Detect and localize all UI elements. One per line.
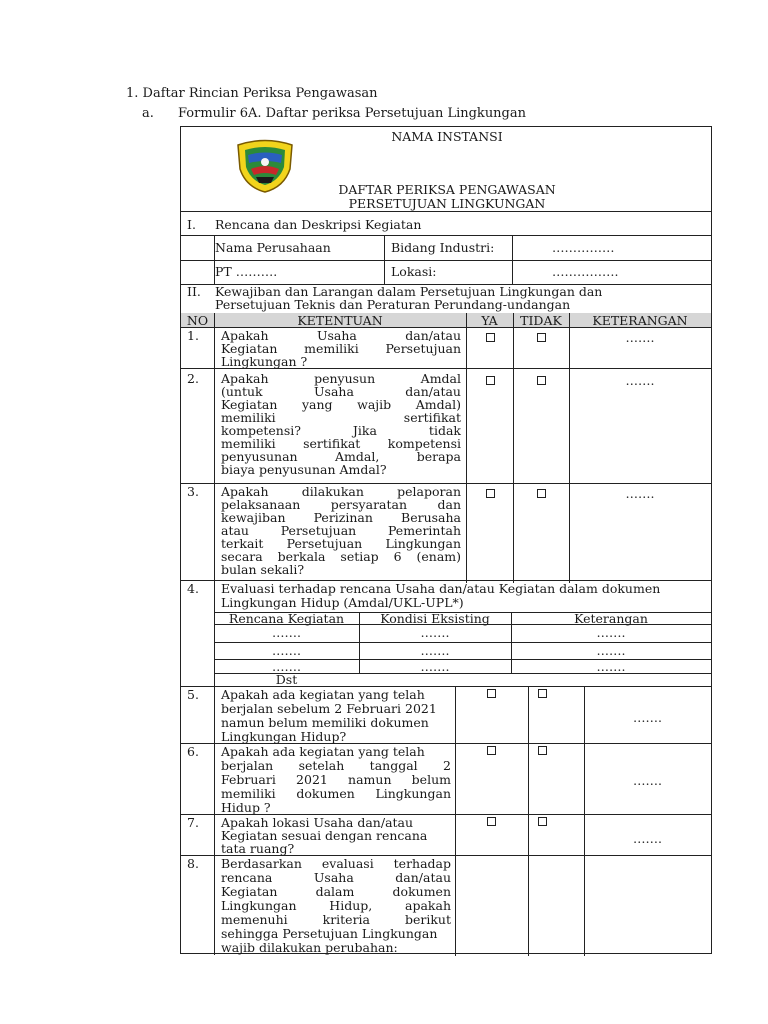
row-4-line-1: Evaluasi terhadap rencana Usaha dan/atau Kegiatan dalam dokumen <box>221 581 661 596</box>
row-1-tidak-checkbox[interactable] <box>537 333 546 342</box>
row-2-keterangan: ……. <box>625 373 655 388</box>
row-1-number: 1. <box>187 328 199 343</box>
column-header-ya: YA <box>481 313 498 328</box>
row-1-keterangan: ……. <box>625 330 655 345</box>
row-6-line-3: Februari 2021 namun belum <box>221 772 451 787</box>
section-2-title-line1: Kewajiban dan Larangan dalam Persetujuan Lingkungan dan <box>215 284 603 299</box>
sub-row-3-rencana: ……. <box>272 659 301 674</box>
nama-instansi: NAMA INSTANSI <box>391 129 503 144</box>
row-7-line-2: Kegiatan sesuai dengan rencana <box>221 828 428 843</box>
row-3-line-6: secara berkala setiap 6 (enam) <box>221 549 461 564</box>
row-3-line-1: Apakah dilakukan pelaporan <box>221 484 461 499</box>
row-2-line-8: biaya penyusunan Amdal? <box>221 462 387 477</box>
row-3-line-2: pelaksanaan persyaratan dan <box>221 497 461 512</box>
row-2-line-3: Kegiatan yang wajib Amdal) <box>221 397 461 412</box>
sub-row-1-kondisi: ……. <box>420 625 450 640</box>
row-8-line-1: Berdasarkan evaluasi terhadap <box>221 856 451 871</box>
row-1-line-2: Kegiatan memiliki Persetujuan <box>221 341 461 356</box>
row-1-line-3: Lingkungan ? <box>221 354 308 369</box>
row-8-line-4: Lingkungan Hidup, apakah <box>221 898 451 913</box>
row-4-number: 4. <box>187 581 199 596</box>
row-5-tidak-checkbox[interactable] <box>538 689 547 698</box>
row-6-number: 6. <box>187 744 199 759</box>
sub-row-1-rencana: ……. <box>272 625 301 640</box>
row-3-ya-checkbox[interactable] <box>486 489 495 498</box>
sub-row-3-kondisi: ……. <box>420 659 450 674</box>
row-7-tidak-checkbox[interactable] <box>538 817 547 826</box>
row-5-line-2: berjalan sebelum 2 Februari 2021 <box>221 701 437 716</box>
row-5-line-3: namun belum memiliki dokumen <box>221 715 429 730</box>
column-header-keterangan: KETERANGAN <box>592 313 688 328</box>
row-5-line-1: Apakah ada kegiatan yang telah <box>221 687 425 702</box>
sub-row-2-keterangan: ……. <box>596 643 626 658</box>
row-7-number: 7. <box>187 815 199 830</box>
row-6-line-5: Hidup ? <box>221 800 271 815</box>
row-6-line-4: memiliki dokumen Lingkungan <box>221 786 451 801</box>
row-6-keterangan: ……. <box>633 773 662 788</box>
list-letter-a: a. <box>142 106 154 121</box>
row-2-line-7: penyusunan Amdal, berapa <box>221 449 461 464</box>
row-2-line-6: memiliki sertifikat kompetensi <box>221 436 461 451</box>
sub-row-2-kondisi: ……. <box>420 643 450 658</box>
row-3-line-7: bulan sekali? <box>221 562 305 577</box>
checklist-form <box>180 126 712 954</box>
row-5-ya-checkbox[interactable] <box>487 689 496 698</box>
row-8-line-7: wajib dilakukan perubahan: <box>221 940 398 955</box>
row-3-line-3: kewajiban Perizinan Berusaha <box>221 510 461 525</box>
row-7-keterangan: ……. <box>633 831 662 846</box>
row-2-line-5: kompetensi? Jika tidak <box>221 423 461 438</box>
row-8-line-3: Kegiatan dalam dokumen <box>221 884 451 899</box>
sub-header-keterangan: Keterangan <box>574 611 648 626</box>
bidang-industri-label: Bidang Industri: <box>391 240 495 255</box>
row-8-number: 8. <box>187 856 199 871</box>
row-1-line-1: Apakah Usaha dan/atau <box>221 328 461 343</box>
row-3-keterangan: ……. <box>625 486 655 501</box>
sub-row-2-rencana: ……. <box>272 643 301 658</box>
nama-perusahaan-label: Nama Perusahaan <box>215 240 331 255</box>
row-3-line-5: terkait Persetujuan Lingkungan <box>221 536 461 551</box>
lokasi-label: Lokasi: <box>391 264 437 279</box>
row-5-keterangan: ……. <box>633 710 662 725</box>
section-1-number: I. <box>187 217 196 232</box>
section-2-title-line2: Persetujuan Teknis dan Peraturan Perundang-undangan <box>215 297 571 312</box>
row-2-number: 2. <box>187 371 199 386</box>
pt-label: PT ………. <box>215 264 278 279</box>
column-header-ketentuan: KETENTUAN <box>297 313 383 328</box>
row-5-number: 5. <box>187 687 199 702</box>
section-2-number: II. <box>187 284 201 299</box>
sub-header-rencana: Rencana Kegiatan <box>228 611 345 626</box>
sub-table-dst: Dst <box>275 672 298 687</box>
row-3-line-4: atau Persetujuan Pemerintah <box>221 523 461 538</box>
row-2-line-2: (untuk Usaha dan/atau <box>221 384 461 399</box>
row-2-tidak-checkbox[interactable] <box>537 376 546 385</box>
list-item-daftar-rincian: 1. Daftar Rincian Periksa Pengawasan <box>126 86 378 101</box>
row-6-tidak-checkbox[interactable] <box>538 746 547 755</box>
row-3-number: 3. <box>187 484 199 499</box>
section-1-title: Rencana dan Deskripsi Kegiatan <box>215 217 422 232</box>
lokasi-value: ……………. <box>552 264 619 279</box>
row-5-line-4: Lingkungan Hidup? <box>221 729 347 744</box>
row-1-ya-checkbox[interactable] <box>486 333 495 342</box>
sub-header-kondisi: Kondisi Eksisting <box>380 611 490 626</box>
row-7-ya-checkbox[interactable] <box>487 817 496 826</box>
row-8-line-6: sehingga Persetujuan Lingkungan <box>221 926 438 941</box>
form-title: Formulir 6A. Daftar periksa Persetujuan Lingkungan <box>178 106 527 121</box>
row-6-line-1: Apakah ada kegiatan yang telah <box>221 744 425 759</box>
row-8-line-2: rencana Usaha dan/atau <box>221 870 451 885</box>
row-2-ya-checkbox[interactable] <box>486 376 495 385</box>
bidang-industri-value: …………… <box>552 240 615 255</box>
row-2-line-1: Apakah penyusun Amdal <box>221 371 461 386</box>
sub-row-3-keterangan: ……. <box>596 659 626 674</box>
column-header-no: NO <box>186 313 209 328</box>
row-3-tidak-checkbox[interactable] <box>537 489 546 498</box>
row-8-line-5: memenuhi kriteria berikut <box>221 912 451 927</box>
row-7-line-3: tata ruang? <box>221 841 295 856</box>
form-header-title-line2: PERSETUJUAN LINGKUNGAN <box>348 196 546 211</box>
row-7-line-1: Apakah lokasi Usaha dan/atau <box>221 815 414 830</box>
row-6-line-2: berjalan setelah tanggal 2 <box>221 758 451 773</box>
sub-row-1-keterangan: ……. <box>596 625 626 640</box>
row-6-ya-checkbox[interactable] <box>487 746 496 755</box>
row-4-line-2: Lingkungan Hidup (Amdal/UKL-UPL*) <box>221 595 464 610</box>
form-header-title-line1: DAFTAR PERIKSA PENGAWASAN <box>338 182 556 197</box>
row-2-line-4: memiliki sertifikat <box>221 410 461 425</box>
column-header-tidak: TIDAK <box>520 313 562 328</box>
